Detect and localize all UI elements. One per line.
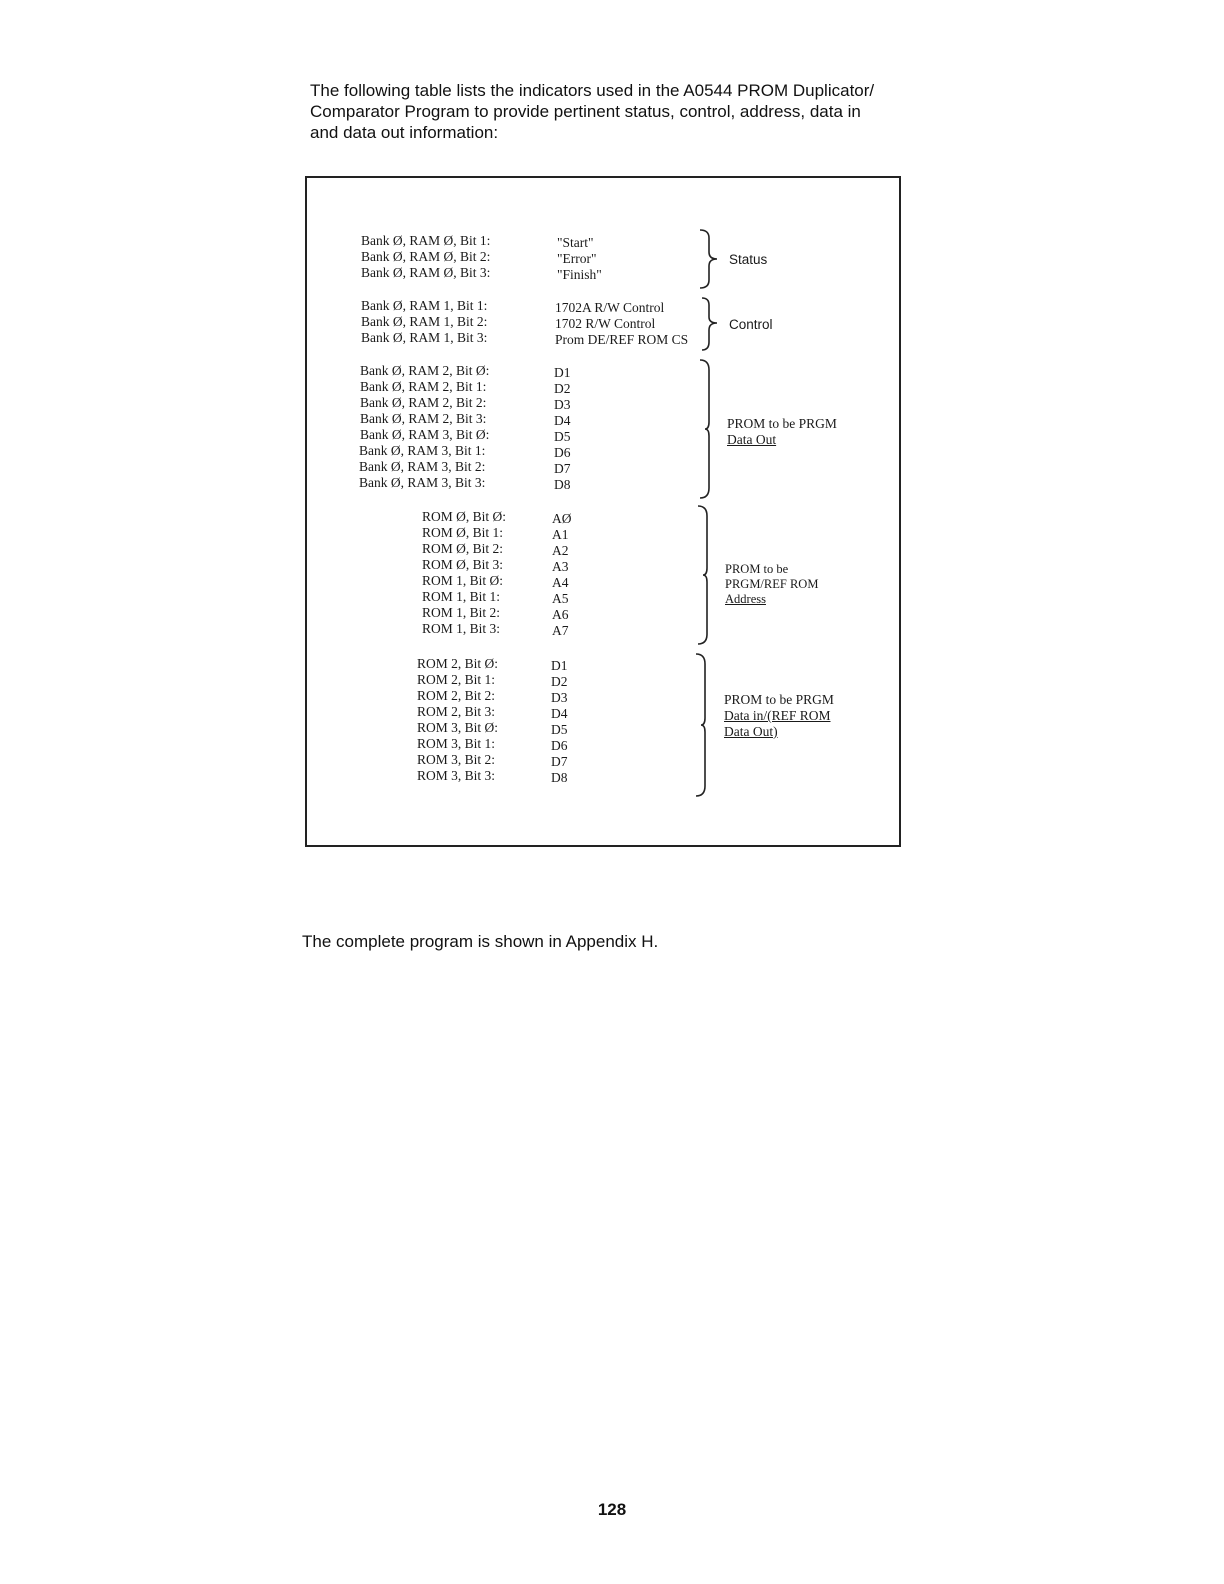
group-label-line: Control xyxy=(729,317,773,332)
brace-icon xyxy=(693,652,717,798)
row-location: Bank Ø, RAM 1, Bit 1: xyxy=(361,298,488,313)
row-location: Bank Ø, RAM Ø, Bit 3: xyxy=(361,265,491,280)
row-value: A3 xyxy=(552,559,569,574)
row-location: Bank Ø, RAM 2, Bit 2: xyxy=(360,395,487,410)
row-location: ROM 3, Bit 3: xyxy=(417,768,496,783)
row-value: "Error" xyxy=(557,251,597,266)
row-location: Bank Ø, RAM 2, Bit 3: xyxy=(360,411,487,426)
intro-line: and data out information: xyxy=(310,123,499,142)
row-location: Bank Ø, RAM Ø, Bit 2: xyxy=(361,249,491,264)
brace-icon xyxy=(697,228,721,290)
row-value: D2 xyxy=(554,381,571,396)
row-value: A7 xyxy=(552,623,569,638)
row-value: A2 xyxy=(552,543,569,558)
intro-line: The following table lists the indicators used in the A0544 PROM Duplicator/ xyxy=(310,81,875,100)
row-value: "Finish" xyxy=(557,267,602,282)
row-value: D4 xyxy=(551,706,568,721)
row-value: D3 xyxy=(551,690,568,705)
row-location: Bank Ø, RAM 3, Bit 1: xyxy=(359,443,486,458)
row-value: D2 xyxy=(551,674,568,689)
group-label-line: PROM to be PRGM xyxy=(724,692,834,707)
row-location: ROM Ø, Bit 3: xyxy=(422,557,504,572)
row-location: ROM 3, Bit 2: xyxy=(417,752,496,767)
row-value: Prom DE/REF ROM CS xyxy=(555,332,689,347)
row-location: Bank Ø, RAM 3, Bit Ø: xyxy=(360,427,490,442)
group-label-data-in xyxy=(724,692,834,740)
row-value: D3 xyxy=(554,397,571,412)
group-label-line: Address xyxy=(725,592,766,606)
row-value: A5 xyxy=(552,591,569,606)
row-location: ROM 1, Bit 1: xyxy=(422,589,501,604)
row-location: ROM 2, Bit 2: xyxy=(417,688,496,703)
row-value: D1 xyxy=(551,658,568,673)
row-location: ROM 3, Bit Ø: xyxy=(417,720,499,735)
row-value: D7 xyxy=(554,461,571,476)
row-location: Bank Ø, RAM 2, Bit Ø: xyxy=(360,363,490,378)
row-location: ROM Ø, Bit 1: xyxy=(422,525,504,540)
row-value: D4 xyxy=(554,413,571,428)
row-location: Bank Ø, RAM Ø, Bit 1: xyxy=(361,233,491,248)
row-location: ROM 1, Bit Ø: xyxy=(422,573,504,588)
group-label-line: PRGM/REF ROM xyxy=(725,577,819,591)
group-label-line: PROM to be PRGM xyxy=(727,416,837,431)
row-value: A4 xyxy=(552,575,569,590)
row-value: D6 xyxy=(554,445,571,460)
group-label-line: Status xyxy=(729,252,768,267)
row-location: Bank Ø, RAM 2, Bit 1: xyxy=(360,379,487,394)
row-value: D8 xyxy=(554,477,571,492)
page-number: 128 xyxy=(597,1500,627,1519)
indicator-table-box xyxy=(305,176,901,847)
row-location: ROM 3, Bit 1: xyxy=(417,736,496,751)
group-label-line: Data in/(REF ROM xyxy=(724,708,831,723)
row-value: A6 xyxy=(552,607,569,622)
group-label-line: Data Out xyxy=(727,432,777,447)
row-location: ROM Ø, Bit Ø: xyxy=(422,509,507,524)
group-label-status xyxy=(729,252,767,268)
appendix-note: The complete program is shown in Appendix H. xyxy=(302,932,659,951)
group-label-address xyxy=(725,562,818,607)
row-location: Bank Ø, RAM 1, Bit 3: xyxy=(361,330,488,345)
group-label-line: PROM to be xyxy=(725,562,789,576)
group-label-control xyxy=(729,317,773,333)
row-value: D8 xyxy=(551,770,568,785)
row-value: 1702 R/W Control xyxy=(555,316,656,331)
row-value: D1 xyxy=(554,365,571,380)
row-location: ROM 1, Bit 3: xyxy=(422,621,501,636)
row-location: Bank Ø, RAM 3, Bit 2: xyxy=(359,459,486,474)
intro-line: Comparator Program to provide pertinent status, control, address, data in xyxy=(310,102,861,121)
group-label-line: Data Out) xyxy=(724,724,778,739)
row-value: D7 xyxy=(551,754,568,769)
intro-paragraph xyxy=(310,80,930,143)
brace-icon xyxy=(699,296,723,352)
row-value: AØ xyxy=(552,511,572,526)
brace-icon xyxy=(697,358,721,500)
row-location: Bank Ø, RAM 3, Bit 3: xyxy=(359,475,486,490)
row-location: ROM Ø, Bit 2: xyxy=(422,541,504,556)
row-value: "Start" xyxy=(557,235,594,250)
row-value: 1702A R/W Control xyxy=(555,300,665,315)
row-location: ROM 1, Bit 2: xyxy=(422,605,501,620)
brace-icon xyxy=(695,504,719,646)
group-label-data-out xyxy=(727,416,837,448)
row-value: A1 xyxy=(552,527,569,542)
row-value: D5 xyxy=(554,429,571,444)
row-location: ROM 2, Bit 1: xyxy=(417,672,496,687)
row-value: D5 xyxy=(551,722,568,737)
row-location: ROM 2, Bit Ø: xyxy=(417,656,499,671)
row-location: Bank Ø, RAM 1, Bit 2: xyxy=(361,314,488,329)
row-location: ROM 2, Bit 3: xyxy=(417,704,496,719)
row-value: D6 xyxy=(551,738,568,753)
